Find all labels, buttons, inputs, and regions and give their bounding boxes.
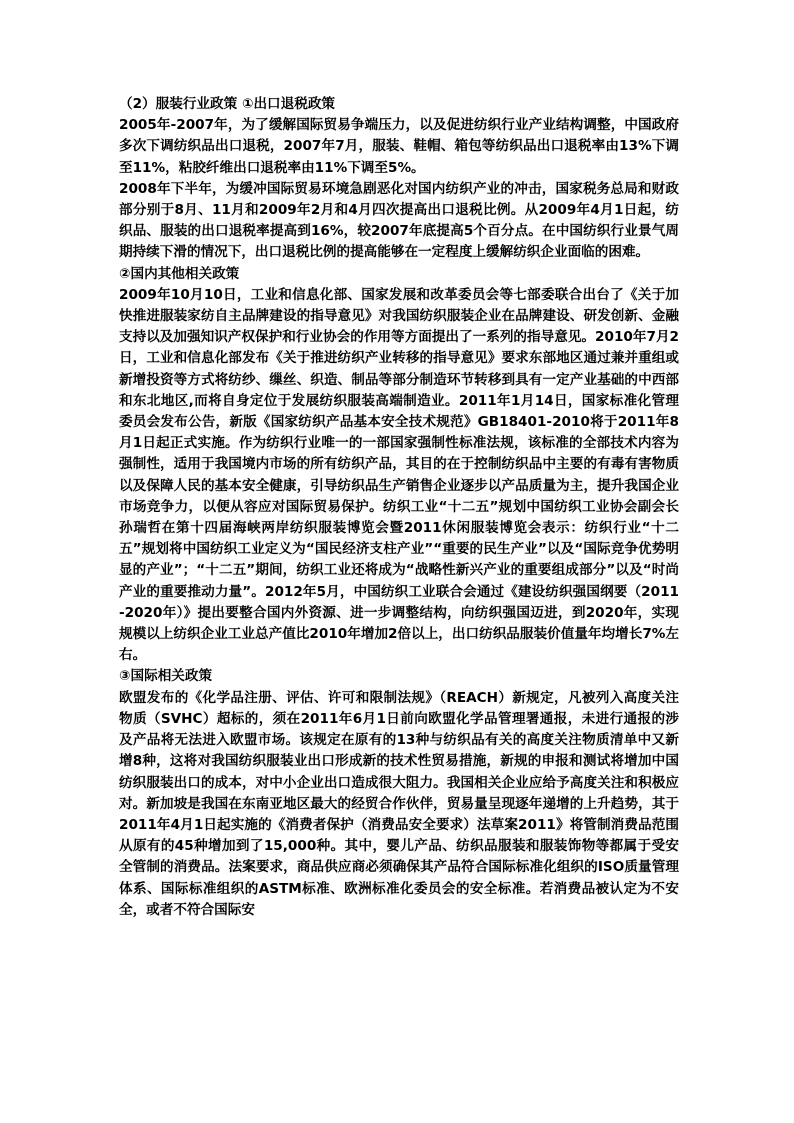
paragraph-international-policies: 欧盟发布的《化学品注册、评估、许可和限制法规》（REACH）新规定，凡被列入高度关注物质（SVHC）超标的，须在2011年6月1日前向欧盟化学品管理署通报，未进行通报的涉及产品将无法进入欧盟市场。该规定在原有的13种与纺织品有关的高度关注物质清单中又新增8种，这将对我国纺织服装业出口形成新的技术性贸易措施，新规的申报和测试将增加中国纺织服装出口的成本，对中小企业出口造成很大阻力。我国相关企业应给予高度关注和积极应对。新加坡是我国在东南亚地区最大的经贸合作伙伴，贸易量呈现逐年递增的上升趋势，其于2011年4月1日起实施的《消费者保护（消费品安全要求）法草案2011》将管制消费品范围从原有的45种增加到了15,000种。其中，婴儿产品、纺织品服装和服装饰物等都属于受安全管制的消费品。法案要求，商品供应商必须确保其产品符合国际标准化组织的ISO质量管理体系、国际标准组织的ASTM标准、欧洲标准化委员会的安全标准。若消费品被认定为不安全，或者不符合国际安 — [119, 689, 679, 918]
document-body — [119, 94, 679, 921]
section-heading-domestic-policies: ②国内其他相关政策 — [119, 265, 240, 282]
section-heading-export-tax-rebate: （2）服装行业政策 ①出口退税政策 — [119, 96, 336, 112]
paragraph-2008: 2008年下半年，为缓冲国际贸易环境急剧恶化对国内纺织产业的冲击，国家税务总局和财政部分别于8月、11月和2009年2月和4月四次提高出口退税比例。从2009年4月1日起，纺织品、服装的出口退税率提高到16%，较2007年底提高5个百分点。在中国纺织行业景气周期持续下滑的情况下，出口退税比例的提高能够在一定程度上缓解纺织企业面临的困难。 — [119, 180, 679, 261]
paragraph-domestic-policies: 2009年10月10日，工业和信息化部、国家发展和改革委员会等七部委联合出台了《关于加快推进服装家纺自主品牌建设的指导意见》对我国纺织服装企业在品牌建设、研发创新、金融支持以及加强知识产权保护和行业协会的作用等方面提出了一系列的指导意见。2010年7月2日，工业和信息化部发布《关于推进纺织产业转移的指导意见》要求东部地区通过兼并重组或新增投资等方式将纺纱、缫丝、织造、制品等部分制造环节转移到具有一定产业基础的中西部和东北地区,而将自身定位于发展纺织服装高端制造业。2011年1月14日，国家标准化管理委员会发布公告，新版《国家纺织产品基本安全技术规范》GB18401-2010将于2011年8月1日起正式实施。作为纺织行业唯一的一部国家强制性标准法规，该标准的全部技术内容为强制性，适用于我国境内市场的所有纺织产品，其目的在于控制纺织品中主要的有毒有害物质以及保障人民的基本安全健康，引导纺织品生产销售企业逐步以产品质量为主，提升我国企业市场竞争力，以便从容应对国际贸易保护。纺织工业“十二五”规划中国纺织工业协会副会长孙瑞哲在第十四届海峡两岸纺织服装博览会暨2011休闲服装博览会表示：纺织行业“十二五”规划将中国纺织工业定义为“国民经济支柱产业”“重要的民生产业”以及“国际竞争优势明显的产业”；“十二五”期间，纺织工业还将成为“战略性新兴产业的重要组成部分”以及“时尚产业的重要推动力量”。2012年5月，中国纺织工业联合会通过《建设纺织强国纲要（2011-2020年）》提出要整合国内外资源、进一步调整结构，向纺织强国迈进，到2020年，实现规模以上纺织企业工业总产值比2010年增加2倍以上，出口纺织品服装价值量年均增长7%左右。 — [119, 286, 679, 664]
section-heading-international-policies: ③国际相关政策 — [119, 668, 213, 685]
paragraph-2005-2007: 2005年-2007年，为了缓解国际贸易争端压力，以及促进纺织行业产业结构调整，中国政府多次下调纺织品出口退税，2007年7月，服装、鞋帽、箱包等纺织品出口退税率由13%下调至11%，粘胶纤维出口退税率由11%下调至5%。 — [119, 117, 679, 176]
